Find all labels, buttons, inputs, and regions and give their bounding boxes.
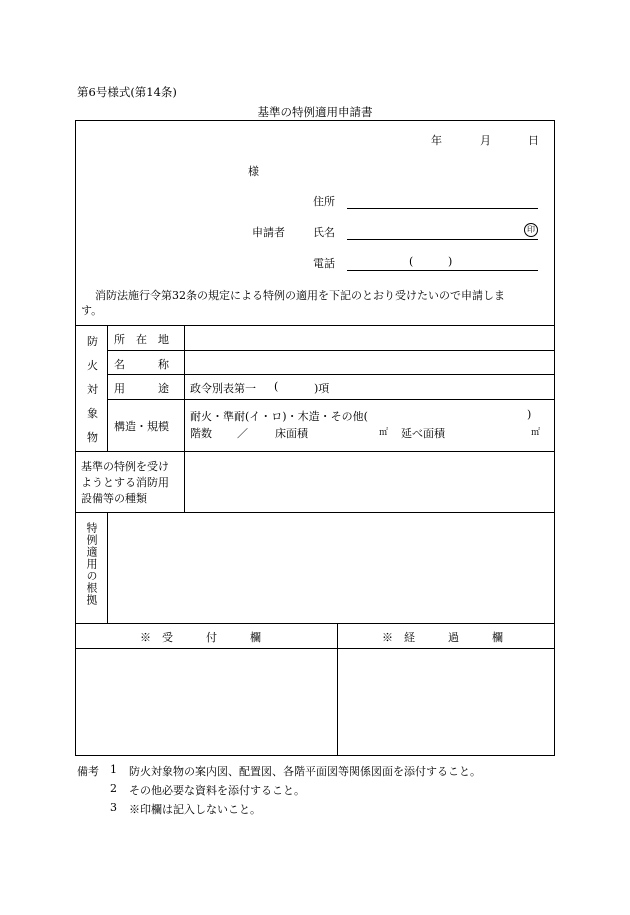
divider-basis-bottom [75, 623, 555, 624]
date-month: 月 [480, 134, 491, 147]
target-char-4: 象 [87, 407, 98, 420]
phone-label: 電話 [313, 257, 335, 270]
form-title: 基準の特例適用申請書 [257, 105, 373, 119]
divider-reception-col [337, 623, 338, 756]
note-2-number: 2 [110, 782, 117, 795]
divider-target-col [107, 325, 108, 451]
divider-header-bottom [75, 325, 555, 326]
equipment-label-line-3: 設備等の種類 [81, 492, 147, 505]
structure-types: 耐火・準耐(イ・ロ)・木造・その他( [190, 410, 368, 423]
divider-equipment-bottom [75, 512, 555, 513]
target-char-3: 対 [87, 383, 98, 396]
use-label: 用 途 [114, 382, 169, 395]
divider-name-bottom [107, 374, 555, 375]
date-day: 日 [528, 134, 539, 147]
use-value-open: ( [274, 380, 279, 393]
form-number: 第6号様式(第14条) [77, 85, 177, 99]
total-area-label: 延べ面積 [401, 427, 445, 440]
date-year: 年 [431, 134, 442, 147]
floor-area-label: 床面積 [275, 427, 308, 440]
floors-label: 階数 [190, 427, 212, 440]
seal-mark: 印 [524, 223, 538, 237]
use-value-close: )項 [314, 382, 330, 395]
divider-use-bottom [107, 399, 555, 400]
equipment-label-line-1: 基準の特例を受け [81, 460, 169, 473]
progress-label: ※ 経 過 欄 [382, 631, 503, 644]
note-2-text: その他必要な資料を添付すること。 [129, 784, 305, 797]
floors-slash: ／ [237, 427, 248, 440]
target-char-5: 物 [87, 431, 98, 444]
divider-basis-col [107, 512, 108, 623]
note-1-number: 1 [110, 763, 117, 776]
addressee-honorific: 様 [248, 165, 259, 178]
phone-field-line[interactable] [347, 270, 538, 271]
statement-line-1: 消防法施行令第32条の規定による特例の適用を下記のとおり受けたいので申請しま [95, 289, 505, 302]
reception-label: ※ 受 付 欄 [140, 631, 261, 644]
divider-location-bottom [107, 350, 555, 351]
notes-prefix: 備考 [77, 765, 99, 778]
basis-label: 特例適用の根拠 [85, 522, 98, 606]
divider-target-bottom [75, 451, 555, 452]
target-char-2: 火 [87, 359, 98, 372]
floor-area-unit: ㎡ [379, 428, 389, 438]
use-value-prefix: 政令別表第一 [190, 382, 256, 395]
facility-name-label: 名 称 [114, 358, 169, 371]
phone-paren-open: ( [409, 255, 414, 268]
structure-types-close: ) [527, 408, 532, 421]
note-3-number: 3 [110, 801, 117, 814]
divider-equipment-col [184, 451, 185, 512]
note-1-text: 防火対象物の案内図、配置図、各階平面図等関係図面を添付すること。 [129, 765, 481, 778]
location-label: 所 在 地 [114, 333, 169, 346]
structure-label: 構造・規模 [114, 420, 169, 433]
equipment-label-line-2: ようとする消防用 [81, 476, 169, 489]
address-field-line[interactable] [347, 208, 538, 209]
statement-line-2: す。 [81, 304, 103, 317]
target-char-1: 防 [87, 335, 98, 348]
name-field-line[interactable] [347, 239, 538, 240]
application-form-frame [75, 120, 555, 756]
phone-paren-close: ) [448, 255, 453, 268]
name-label: 氏名 [313, 226, 335, 239]
total-area-unit: ㎡ [531, 428, 541, 438]
note-3-text: ※印欄は記入しないこと。 [129, 803, 261, 816]
address-label: 住所 [313, 195, 335, 208]
applicant-label: 申請者 [252, 226, 285, 239]
divider-label-col [184, 325, 185, 451]
divider-reception-header-bottom [75, 648, 555, 649]
